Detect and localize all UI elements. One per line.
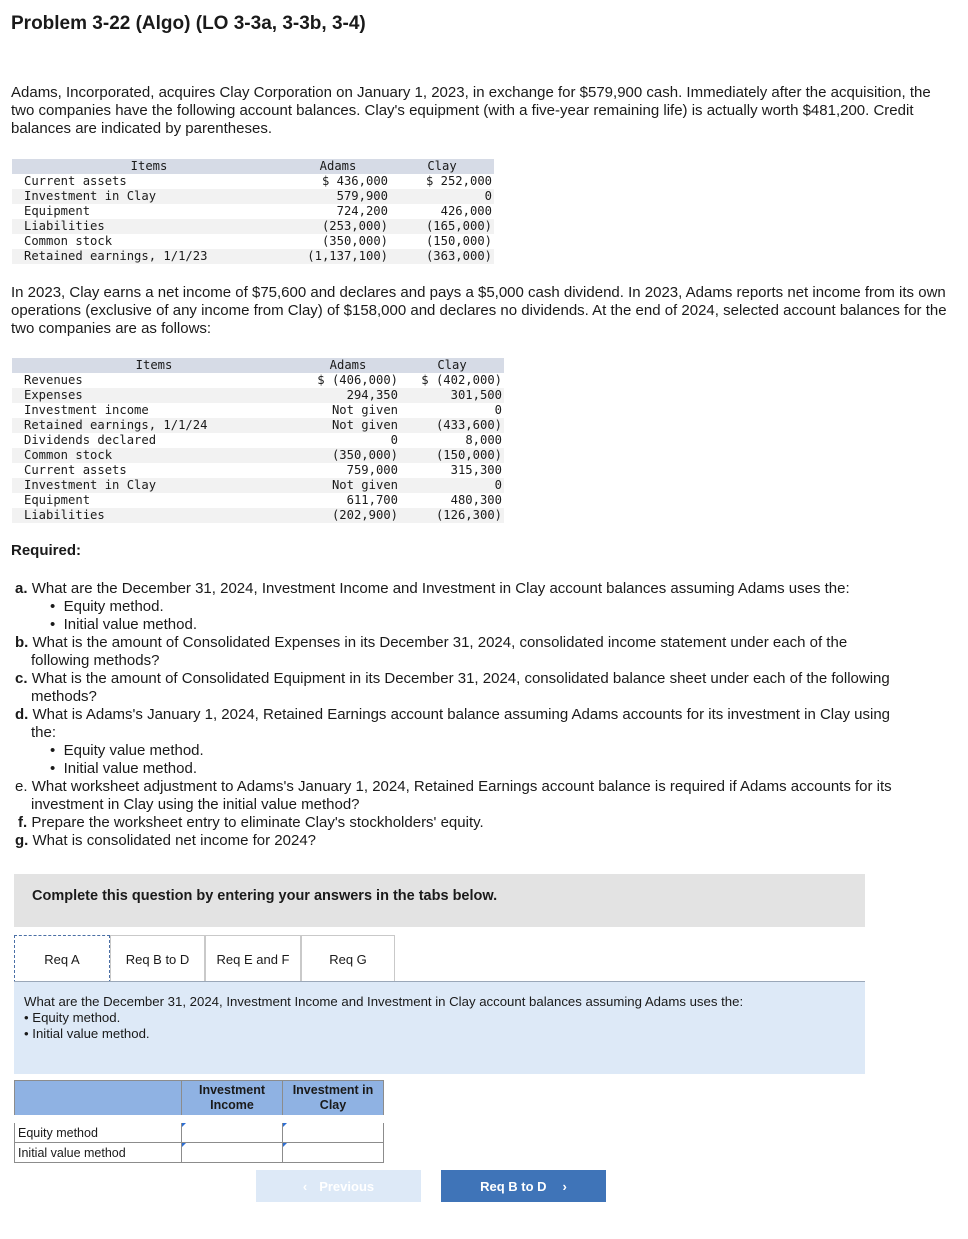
row-label: Revenues xyxy=(24,373,83,387)
clay-value: $ 252,000 xyxy=(425,174,492,188)
question-f: Prepare the worksheet entry to eliminate Clay's stockholders' equity. xyxy=(31,814,484,831)
equity-investment-in-clay-cell[interactable] xyxy=(283,1119,384,1143)
question-label: a. xyxy=(15,580,28,597)
banner-text: Complete this question by entering your answers in the tabs below. xyxy=(32,888,498,904)
question-label: g. xyxy=(15,832,29,849)
bullet-text: Equity value method. xyxy=(63,742,204,759)
question-e-cont: investment in Clay using the initial value method? xyxy=(31,796,360,813)
questions-list xyxy=(15,580,945,850)
next-label: Req B to D xyxy=(480,1178,547,1194)
table-row xyxy=(12,373,504,388)
row-label-equity: Equity method xyxy=(15,1119,182,1143)
adams-value: 294,350 xyxy=(296,388,400,403)
row-label: Equipment xyxy=(24,493,91,507)
adams-value: 611,700 xyxy=(346,493,398,507)
question-label: f. xyxy=(18,814,28,831)
adams-value: (253,000) xyxy=(286,219,390,234)
row-label: Investment in Clay xyxy=(12,478,296,493)
col-header-adams: Adams xyxy=(286,159,390,174)
initial-investment-income-input[interactable] xyxy=(185,1143,279,1162)
question-e: What worksheet adjustment to Adams's January 1, 2024, Retained Earnings account balance is required if Adams accounts for its xyxy=(31,778,892,795)
question-c: What is the amount of Consolidated Equipment in its December 31, 2024, consolidated balance sheet under each of the following xyxy=(31,670,890,687)
row-label: Liabilities xyxy=(12,219,286,234)
tab-req-b-to-d[interactable]: Req B to D xyxy=(110,935,205,982)
intro-paragraph: Adams, Incorporated, acquires Clay Corporation on January 1, 2023, in exchange for $579,900 cash. Immediately after the acquisition, the two companies have the following account balances. Clay's equipment (with a five-year remaining life) is actually worth $481,200. Credit balances are indicated by parentheses. xyxy=(11,84,931,137)
required-heading: Required: xyxy=(11,542,82,559)
col-header-clay: Clay xyxy=(400,358,504,373)
adams-value: 579,900 xyxy=(286,189,390,204)
table-row xyxy=(12,418,504,433)
equity-investment-in-clay-input[interactable] xyxy=(286,1123,380,1142)
table-row xyxy=(12,388,504,403)
adams-value: Not given xyxy=(331,403,398,417)
adams-value: (202,900) xyxy=(296,508,400,523)
clay-value: 0 xyxy=(390,189,494,204)
bullet-text: Initial value method. xyxy=(63,760,198,777)
initial-investment-in-clay-cell[interactable] xyxy=(283,1143,384,1163)
adams-value: 0 xyxy=(390,433,398,447)
question-a: What are the December 31, 2024, Investment Income and Investment in Clay account balances assuming Adams uses the: xyxy=(31,580,850,597)
row-label: Liabilities xyxy=(12,508,296,523)
question-label: c. xyxy=(15,670,28,687)
row-label: Dividends declared xyxy=(24,433,157,447)
question-d-cont: the: xyxy=(31,724,57,741)
col-header-adams: Adams xyxy=(296,358,400,373)
answer-table-corner xyxy=(15,1081,182,1120)
clay-value: 0 xyxy=(400,478,504,493)
row-label: Expenses xyxy=(12,388,296,403)
row-label: Common stock xyxy=(24,234,113,248)
adams-value: $ 436,000 xyxy=(321,174,388,188)
table-row xyxy=(12,403,504,418)
row-label: Common stock xyxy=(12,448,296,463)
clay-value: 426,000 xyxy=(440,204,492,218)
clay-value: 315,300 xyxy=(450,463,502,477)
question-label: e. xyxy=(15,778,28,795)
question-d: What is Adams's January 1, 2024, Retained Earnings account balance assuming Adams accounts for its investment in Clay using xyxy=(32,706,890,723)
chevron-right-icon: › xyxy=(562,1178,567,1194)
adams-value: (350,000) xyxy=(296,448,400,463)
initial-investment-in-clay-input[interactable] xyxy=(286,1143,380,1162)
tab-bullet-initial: • Initial value method. xyxy=(24,1026,150,1041)
col-header-investment-in-clay: Investment in Clay xyxy=(283,1081,384,1120)
table-row xyxy=(12,249,494,264)
list-item: • Initial value method. xyxy=(50,760,198,777)
clay-value: (150,000) xyxy=(400,448,504,463)
tab-bullet-equity: • Equity method. xyxy=(24,1010,121,1025)
question-b: What is the amount of Consolidated Expenses in its December 31, 2024, consolidated income statement under each of the xyxy=(32,634,848,651)
bullet-text: Equity method. xyxy=(63,598,164,615)
table-row xyxy=(12,234,494,249)
row-label: Equipment xyxy=(24,204,91,218)
page-title: Problem 3-22 (Algo) (LO 3-3a, 3-3b, 3-4) xyxy=(11,13,366,34)
clay-value: 8,000 xyxy=(465,433,502,447)
list-item: • Equity method. xyxy=(50,598,164,615)
row-label-initial-value: Initial value method xyxy=(15,1143,182,1163)
tab-req-e-and-f[interactable]: Req E and F xyxy=(205,935,301,982)
table-row xyxy=(12,204,494,219)
clay-value: (150,000) xyxy=(425,234,492,248)
input-marker-icon xyxy=(182,1143,186,1147)
clay-value: (433,600) xyxy=(400,418,504,433)
instruction-banner xyxy=(14,874,865,927)
year-end-balances-table xyxy=(12,358,504,523)
row-label: Current assets xyxy=(24,174,127,188)
table-row xyxy=(12,433,504,448)
row-label: Retained earnings, 1/1/24 xyxy=(12,418,296,433)
adams-value: (350,000) xyxy=(321,234,388,248)
col-header-items: Items xyxy=(12,358,296,373)
tab-req-a[interactable]: Req A xyxy=(14,935,110,983)
table-row xyxy=(12,448,504,463)
row-label: Investment income xyxy=(24,403,149,417)
clay-value: 480,300 xyxy=(450,493,502,507)
clay-value: (126,300) xyxy=(400,508,504,523)
initial-investment-income-cell[interactable] xyxy=(182,1143,283,1163)
adams-value: 759,000 xyxy=(346,463,398,477)
tab-question-panel xyxy=(14,982,865,1074)
question-label: d. xyxy=(15,706,29,723)
question-g: What is consolidated net income for 2024? xyxy=(32,832,317,849)
tab-req-g[interactable]: Req G xyxy=(301,935,395,982)
next-button[interactable] xyxy=(441,1170,606,1202)
bullet-text: Initial value method. xyxy=(63,616,198,633)
col-header-items: Items xyxy=(12,159,286,174)
list-item: • Initial value method. xyxy=(50,616,198,633)
tab-question-text: What are the December 31, 2024, Investment Income and Investment in Clay account balances assuming Adams uses the: xyxy=(24,994,744,1009)
answer-table xyxy=(14,1080,384,1163)
previous-label: Previous xyxy=(319,1178,375,1194)
table-row xyxy=(12,493,504,508)
list-item: • Equity value method. xyxy=(50,742,204,759)
clay-value: (165,000) xyxy=(390,219,494,234)
question-b-cont: following methods? xyxy=(31,652,160,669)
question-c-cont: methods? xyxy=(31,688,97,705)
question-label: b. xyxy=(15,634,29,651)
input-marker-icon xyxy=(283,1143,287,1147)
clay-value: (363,000) xyxy=(390,249,494,264)
table-row xyxy=(12,174,494,189)
opening-balances-table xyxy=(12,159,494,264)
chevron-left-icon: ‹ xyxy=(302,1178,308,1194)
previous-button[interactable] xyxy=(256,1170,421,1202)
adams-value: Not given xyxy=(296,478,400,493)
col-header-investment-income: Investment Income xyxy=(182,1081,283,1120)
clay-value: 0 xyxy=(494,403,502,417)
table-row xyxy=(12,463,504,478)
input-marker-icon xyxy=(182,1123,186,1127)
row-label: Current assets xyxy=(24,463,127,477)
table-row xyxy=(12,219,494,234)
table-row xyxy=(12,508,504,523)
col-header-clay: Clay xyxy=(390,159,494,174)
input-marker-icon xyxy=(283,1123,287,1127)
clay-value: $ (402,000) xyxy=(421,373,502,387)
adams-value: 724,200 xyxy=(336,204,388,218)
row-label: Retained earnings, 1/1/23 xyxy=(12,249,286,264)
clay-value: 301,500 xyxy=(400,388,504,403)
adams-value: (1,137,100) xyxy=(286,249,390,264)
adams-value: $ (406,000) xyxy=(317,373,398,387)
table-row xyxy=(12,189,494,204)
table-row xyxy=(12,478,504,493)
row-label: Investment in Clay xyxy=(12,189,286,204)
adams-value: Not given xyxy=(296,418,400,433)
equity-investment-income-cell[interactable] xyxy=(182,1119,283,1143)
second-paragraph: In 2023, Clay earns a net income of $75,600 and declares and pays a $5,000 cash dividend. In 2023, Adams reports net income from its own operations (exclusive of any income from Clay) of $158,000 and declares no dividends. At the end of 2024, selected account balances for the two companies are as follows: xyxy=(11,284,947,337)
equity-investment-income-input[interactable] xyxy=(185,1123,279,1142)
